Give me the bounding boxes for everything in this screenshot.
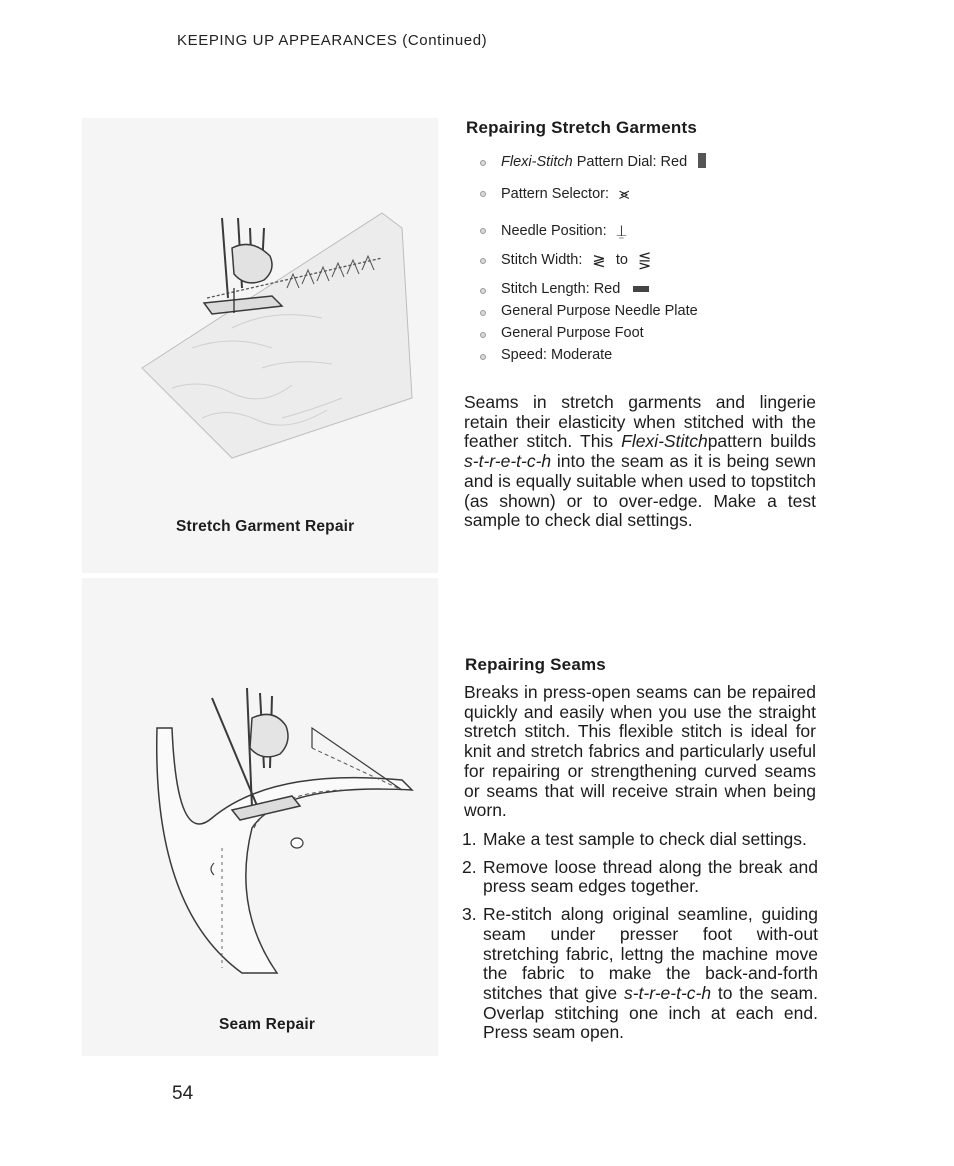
red-dial-marker-icon <box>698 153 706 168</box>
page-number: 54 <box>172 1083 194 1104</box>
stretch-heading: Repairing Stretch Garments <box>466 118 697 137</box>
bullet-icon <box>480 160 486 166</box>
stretch-paragraph-c: pattern builds <box>707 431 816 452</box>
step-1-text: Make a test sample to check dial settings. <box>483 829 807 849</box>
setting-stitch-length <box>480 281 649 297</box>
setting-stitch-length-label: Stitch Length: Red <box>501 281 621 297</box>
step-2 <box>462 858 818 897</box>
bullet-icon <box>480 288 486 294</box>
setting-needle-plate <box>480 303 698 319</box>
red-length-marker-icon <box>633 286 649 292</box>
setting-pattern-dial-italic: Flexi-Stitch <box>501 154 573 170</box>
running-head: KEEPING UP APPEARANCES (Continued) <box>177 32 488 49</box>
seam-repair-drawing <box>82 578 438 1056</box>
step-2-number: 2. <box>462 856 477 877</box>
setting-speed <box>480 347 612 363</box>
stretch-paragraph-b: Flexi-Stitch <box>621 431 708 452</box>
stretch-paragraph-e: into the seam as it is being sewn and is equally suitable when used to topstitch (as shown) or to over-edge. Make a test sample to check dial settings. <box>464 451 816 531</box>
step-3-text-a: Re-stitch along original seamline, guiding seam under presser foot with-out stretching fabric, lettng the machine move the fabric to make the back-and-forth stitches that give <box>483 904 818 1003</box>
seam-figure-caption: Seam Repair <box>219 1016 316 1033</box>
bullet-icon <box>480 258 486 264</box>
setting-needle-position <box>480 221 626 241</box>
seams-paragraph: Breaks in press-open seams can be repaired quickly and easily when you use the straight stretch stitch. This flexible stitch is ideal for knit and stretch fabrics and particularly useful for repairing or strengthening curved seams or seams that will receive strain when being worn. <box>464 682 816 821</box>
step-3-text-b: s-t-r-e-t-c-h <box>623 982 712 1003</box>
bullet-icon <box>480 310 486 316</box>
setting-speed-label: Speed: Moderate <box>501 347 613 363</box>
step-1 <box>462 830 818 850</box>
stretch-garment-illustration <box>82 118 438 573</box>
step-1-number: 1. <box>462 829 477 849</box>
step-3 <box>462 905 818 1043</box>
setting-pattern-selector <box>480 184 629 204</box>
setting-foot-label: General Purpose Foot <box>501 325 644 341</box>
setting-stitch-width <box>480 251 651 270</box>
step-3-number: 3. <box>462 904 477 925</box>
stitch-width-wide-icon: ⋚ <box>637 251 652 270</box>
stretch-paragraph <box>464 393 816 531</box>
setting-stitch-width-label: Stitch Width: <box>501 252 583 269</box>
seams-steps-list <box>462 830 818 1051</box>
setting-pattern-dial <box>480 153 706 170</box>
seams-heading: Repairing Seams <box>465 655 606 674</box>
bullet-icon <box>480 332 486 338</box>
stitch-width-narrow-icon: ≷ <box>592 251 606 270</box>
stretch-figure-caption: Stretch Garment Repair <box>176 518 355 535</box>
step-2-text: Remove loose thread along the break and press seam edges together. <box>483 856 818 897</box>
setting-foot <box>480 325 644 341</box>
setting-needle-plate-label: General Purpose Needle Plate <box>501 303 698 319</box>
needle-position-icon: ⍊ <box>616 221 627 240</box>
step-3-text-c: to the seam. Overlap stitching one inch at each end. Press seam open. <box>483 982 818 1043</box>
stitch-width-to: to <box>615 252 628 269</box>
stretch-garment-drawing <box>82 118 438 573</box>
bullet-icon <box>480 191 486 197</box>
bullet-icon <box>480 228 486 234</box>
stretch-paragraph-d: s-t-r-e-t-c-h <box>464 451 552 472</box>
seam-repair-illustration <box>82 578 438 1056</box>
stretch-paragraph-a: Seams in stretch garments and lingerie retain their elasticity when stitched with the feather stitch. This <box>464 392 816 452</box>
bullet-icon <box>480 354 486 360</box>
setting-pattern-selector-label: Pattern Selector: <box>501 185 609 202</box>
setting-pattern-dial-label: Pattern Dial: Red <box>572 154 688 170</box>
feather-stitch-icon: ⪤ <box>619 184 630 203</box>
setting-needle-position-label: Needle Position: <box>501 222 607 239</box>
